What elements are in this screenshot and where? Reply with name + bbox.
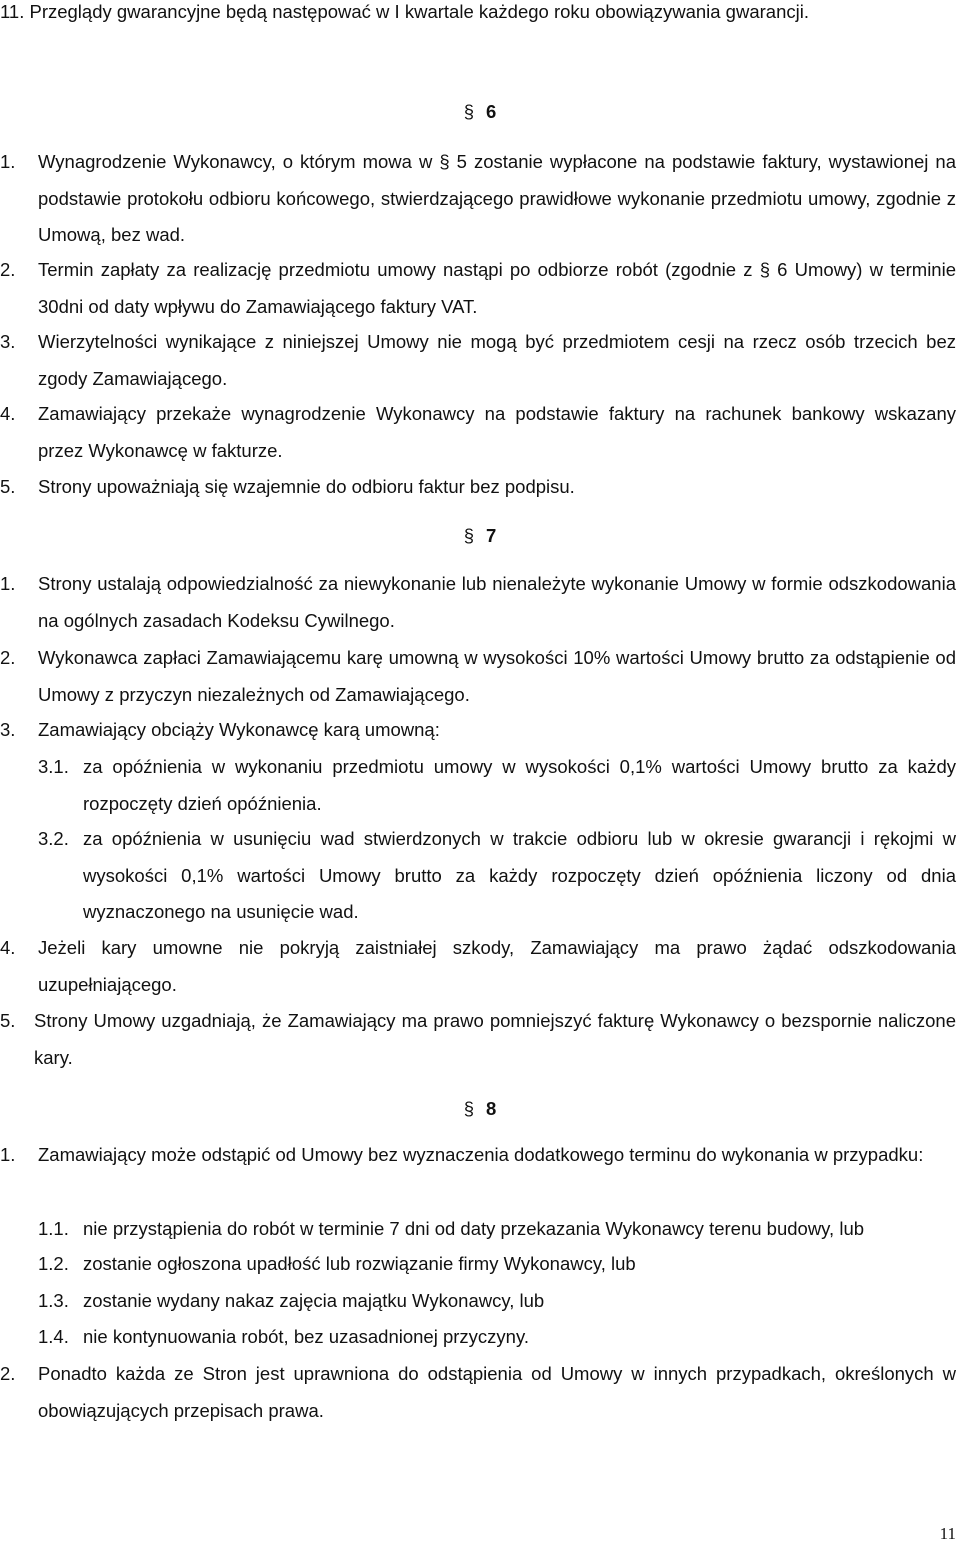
item-number: 3.1. <box>38 756 69 777</box>
item-text: Wynagrodzenie Wykonawcy, o którym mowa w § 5 zostanie wypłacone na podstawie faktury, wystawionej na podstawie protokołu odbioru końcowego, stwierdzającego prawidłowe wykonanie przedmiotu umowy, zgodnie z Umową, bez wad. <box>38 151 956 245</box>
item-text: Strony Umowy uzgadniają, że Zamawiający ma prawo pomniejszyć fakturę Wykonawcy o bezspornie naliczone kary. <box>34 1010 956 1068</box>
item-number: 5. <box>0 1010 16 1031</box>
section-heading-7 <box>0 524 960 548</box>
item-number: 1. <box>0 151 16 172</box>
item-text: nie kontynuowania robót, bez uzasadnionej przyczyny. <box>83 1326 529 1347</box>
list-item <box>0 640 956 713</box>
item-text: Strony upoważniają się wzajemnie do odbioru faktur bez podpisu. <box>38 476 575 497</box>
list-item <box>0 324 956 397</box>
section-sign: § <box>463 525 474 546</box>
list-item <box>0 144 956 254</box>
list-item-sub <box>0 1319 956 1356</box>
item-number: 5. <box>0 476 16 497</box>
top-line: 11. Przeglądy gwarancyjne będą następować w I kwartale każdego roku obowiązywania gwarancji. <box>0 1 809 22</box>
item-number: 1.2. <box>38 1253 69 1274</box>
section-number: 8 <box>486 1098 497 1119</box>
item-text: Zamawiający obciąży Wykonawcę karą umowną: <box>38 719 440 740</box>
list-item <box>0 252 956 325</box>
item-number: 2. <box>0 647 16 668</box>
list-item <box>0 712 956 749</box>
list-item-sub <box>0 749 956 822</box>
item-number: 2. <box>0 259 16 280</box>
item-text: za opóźnienia w wykonaniu przedmiotu umowy w wysokości 0,1% wartości Umowy brutto za każdy rozpoczęty dzień opóźnienia. <box>83 756 956 814</box>
item-number: 4. <box>0 403 16 424</box>
item-text: nie przystąpienia do robót w terminie 7 dni od daty przekazania Wykonawcy terenu budowy, lub <box>83 1218 865 1239</box>
item-number: 1. <box>0 1144 16 1165</box>
page-number: 11 <box>939 1524 956 1543</box>
item-text: Jeżeli kary umowne nie pokryją zaistniałej szkody, Zamawiający ma prawo żądać odszkodowania uzupełniającego. <box>38 937 956 995</box>
section-sign: § <box>463 1098 474 1119</box>
item-text: Wierzytelności wynikające z niniejszej Umowy nie mogą być przedmiotem cesji na rzecz osób trzecich bez zgody Zamawiającego. <box>38 331 956 389</box>
list-item-sub <box>0 1246 956 1283</box>
item-text: zostanie ogłoszona upadłość lub rozwiązanie firmy Wykonawcy, lub <box>83 1253 636 1274</box>
item-text: za opóźnienia w usunięciu wad stwierdzonych w trakcie odbioru lub w okresie gwarancji i rękojmi w wysokości 0,1% wartości Umowy brutto za każdy rozpoczęty dzień opóźnienia liczony od dnia wyznaczonego na usunięcie wad. <box>83 828 956 922</box>
item-number: 1. <box>0 573 16 594</box>
item-text: Ponadto każda ze Stron jest uprawniona do odstąpienia od Umowy w innych przypadkach, określonych w obowiązujących przepisach prawa. <box>38 1363 956 1421</box>
list-item <box>0 469 956 506</box>
section-heading-6 <box>0 100 960 124</box>
section-heading-8 <box>0 1097 960 1121</box>
item-number: 2. <box>0 1363 16 1384</box>
item-text: Zamawiający może odstąpić od Umowy bez wyznaczenia dodatkowego terminu do wykonania w przypadku: <box>38 1144 924 1165</box>
list-item-sub <box>0 1211 956 1248</box>
item-number: 3. <box>0 719 16 740</box>
item-number: 4. <box>0 937 16 958</box>
item-number: 1.1. <box>38 1218 69 1239</box>
section-number: 7 <box>486 525 497 546</box>
item-text: Wykonawca zapłaci Zamawiającemu karę umowną w wysokości 10% wartości Umowy brutto za odstąpienie od Umowy z przyczyn niezależnych od Zamawiającego. <box>38 647 956 705</box>
item-number: 1.3. <box>38 1290 69 1311</box>
list-item <box>0 1356 956 1429</box>
item-number: 3.2. <box>38 828 69 849</box>
list-item <box>0 396 956 469</box>
item-text: Termin zapłaty za realizację przedmiotu umowy nastąpi po odbiorze robót (zgodnie z § 6 Umowy) w terminie 30dni od daty wpływu do Zamawiającego faktury VAT. <box>38 259 956 317</box>
item-text: Strony ustalają odpowiedzialność za niewykonanie lub nienależyte wykonanie Umowy w formie odszkodowania na ogólnych zasadach Kodeksu Cywilnego. <box>38 573 956 631</box>
list-item <box>0 930 956 1003</box>
list-item <box>0 1137 956 1174</box>
list-item-sub <box>0 1283 956 1320</box>
section-sign: § <box>463 101 474 122</box>
item-text: Zamawiający przekaże wynagrodzenie Wykonawcy na podstawie faktury na rachunek bankowy wskazany przez Wykonawcę w fakturze. <box>38 403 956 461</box>
item-number: 1.4. <box>38 1326 69 1347</box>
list-item <box>0 1003 956 1076</box>
item-text: zostanie wydany nakaz zajęcia majątku Wykonawcy, lub <box>83 1290 545 1311</box>
list-item <box>0 566 956 639</box>
section-number: 6 <box>486 101 497 122</box>
item-number: 3. <box>0 331 16 352</box>
list-item-sub <box>0 821 956 931</box>
